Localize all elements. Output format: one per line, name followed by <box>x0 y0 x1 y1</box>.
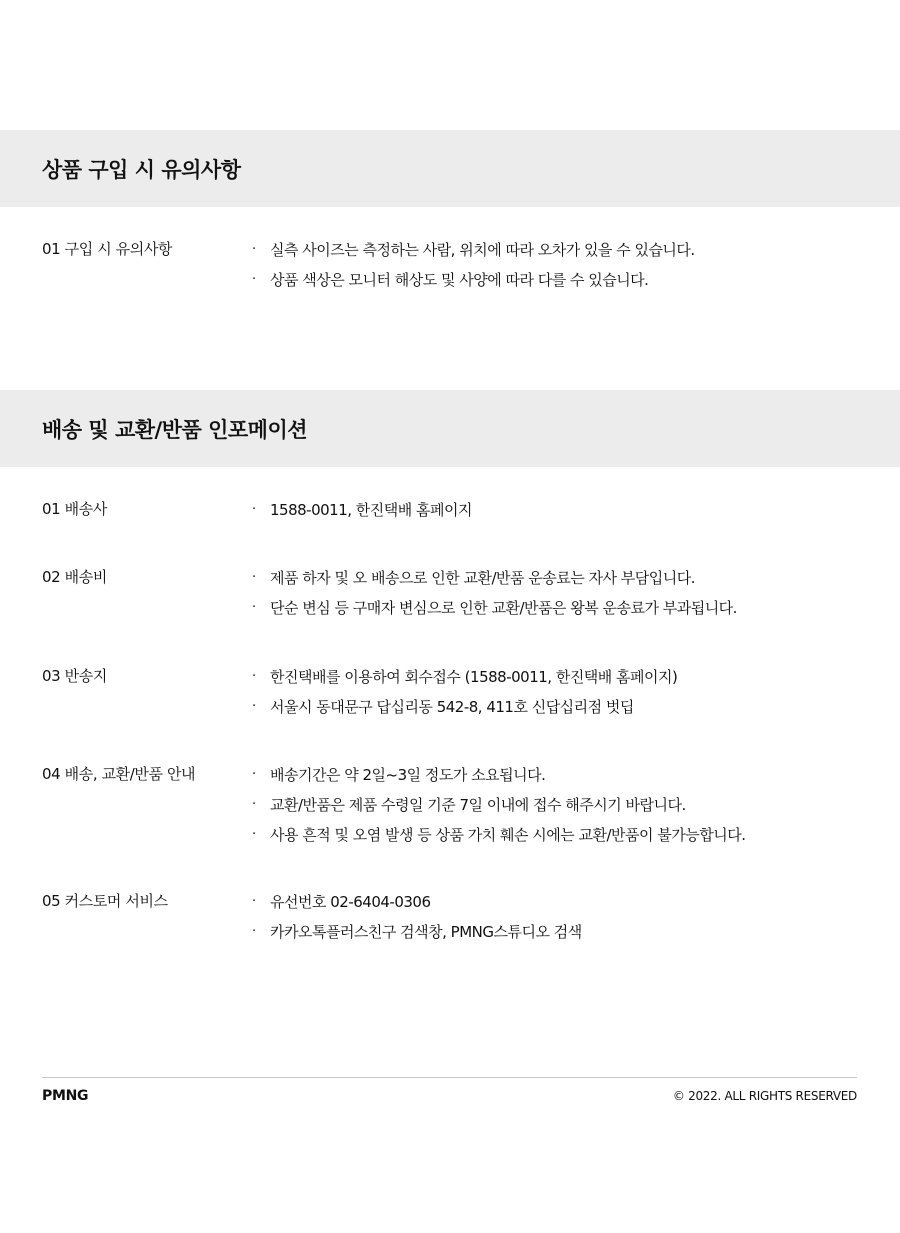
bullet: · <box>252 271 256 287</box>
list-item <box>252 264 695 294</box>
list-item-text: 1588-0011, 한진택배 홈페이지 <box>270 500 472 519</box>
list-item <box>252 592 737 622</box>
section-title-precautions: 상품 구입 시 유의사항 <box>42 158 241 182</box>
list-item-text: 서울시 동대문구 답십리동 542-8, 411호 신답십리점 벗딥 <box>270 697 634 716</box>
row-items <box>252 562 737 622</box>
list-item <box>252 494 472 524</box>
list-item <box>252 886 582 916</box>
section-header-shipping <box>0 390 900 467</box>
list-item-text: 배송기간은 약 2일~3일 정도가 소요됩니다. <box>270 765 546 784</box>
bullet: · <box>252 668 256 684</box>
row-label: 04 배송, 교환/반품 안내 <box>42 765 196 783</box>
list-item-text: 한진택배를 이용하여 회수접수 (1588-0011, 한진택배 홈페이지) <box>270 667 678 686</box>
bullet: · <box>252 766 256 782</box>
section-header-precautions <box>0 130 900 207</box>
list-item-text: 유선번호 02-6404-0306 <box>270 892 431 911</box>
list-item-text: 교환/반품은 제품 수령일 기준 7일 이내에 접수 해주시기 바랍니다. <box>270 795 686 814</box>
row-items <box>252 234 695 294</box>
bullet: · <box>252 893 256 909</box>
row-items <box>252 759 745 849</box>
list-item <box>252 916 582 946</box>
row-items <box>252 494 472 524</box>
bullet: · <box>252 698 256 714</box>
bullet: · <box>252 923 256 939</box>
footer-copyright: © 2022. ALL RIGHTS RESERVED <box>672 1089 857 1103</box>
bullet: · <box>252 826 256 842</box>
row-label: 01 구입 시 유의사항 <box>42 240 173 258</box>
list-item-text: 상품 색상은 모니터 해상도 및 사양에 따라 다를 수 있습니다. <box>270 270 649 289</box>
row-items <box>252 661 677 721</box>
list-item-text: 단순 변심 등 구매자 변심으로 인한 교환/반품은 왕복 운송료가 부과됩니다. <box>270 598 737 617</box>
list-item-text: 제품 하자 및 오 배송으로 인한 교환/반품 운송료는 자사 부담입니다. <box>270 568 695 587</box>
row-label: 02 배송비 <box>42 568 107 586</box>
list-item <box>252 661 677 691</box>
list-item <box>252 234 695 264</box>
list-item-text: 실측 사이즈는 측정하는 사람, 위치에 따라 오차가 있을 수 있습니다. <box>270 240 695 259</box>
list-item-text: 카카오톡플러스친구 검색창, PMNG스튜디오 검색 <box>270 922 582 941</box>
bullet: · <box>252 501 256 517</box>
bullet: · <box>252 569 256 585</box>
list-item <box>252 562 737 592</box>
row-label: 05 커스토머 서비스 <box>42 892 168 910</box>
footer-divider <box>42 1077 857 1078</box>
row-items <box>252 886 582 946</box>
footer-brand: PMNG <box>42 1088 89 1104</box>
list-item-text: 사용 흔적 및 오염 발생 등 상품 가치 훼손 시에는 교환/반품이 불가능합니다. <box>270 825 746 844</box>
bullet: · <box>252 241 256 257</box>
row-label: 01 배송사 <box>42 500 107 518</box>
section-title-shipping: 배송 및 교환/반품 인포메이션 <box>42 418 308 442</box>
bullet: · <box>252 599 256 615</box>
bullet: · <box>252 796 256 812</box>
list-item <box>252 789 745 819</box>
list-item <box>252 819 745 849</box>
row-label: 03 반송지 <box>42 667 107 685</box>
list-item <box>252 759 745 789</box>
list-item <box>252 691 677 721</box>
